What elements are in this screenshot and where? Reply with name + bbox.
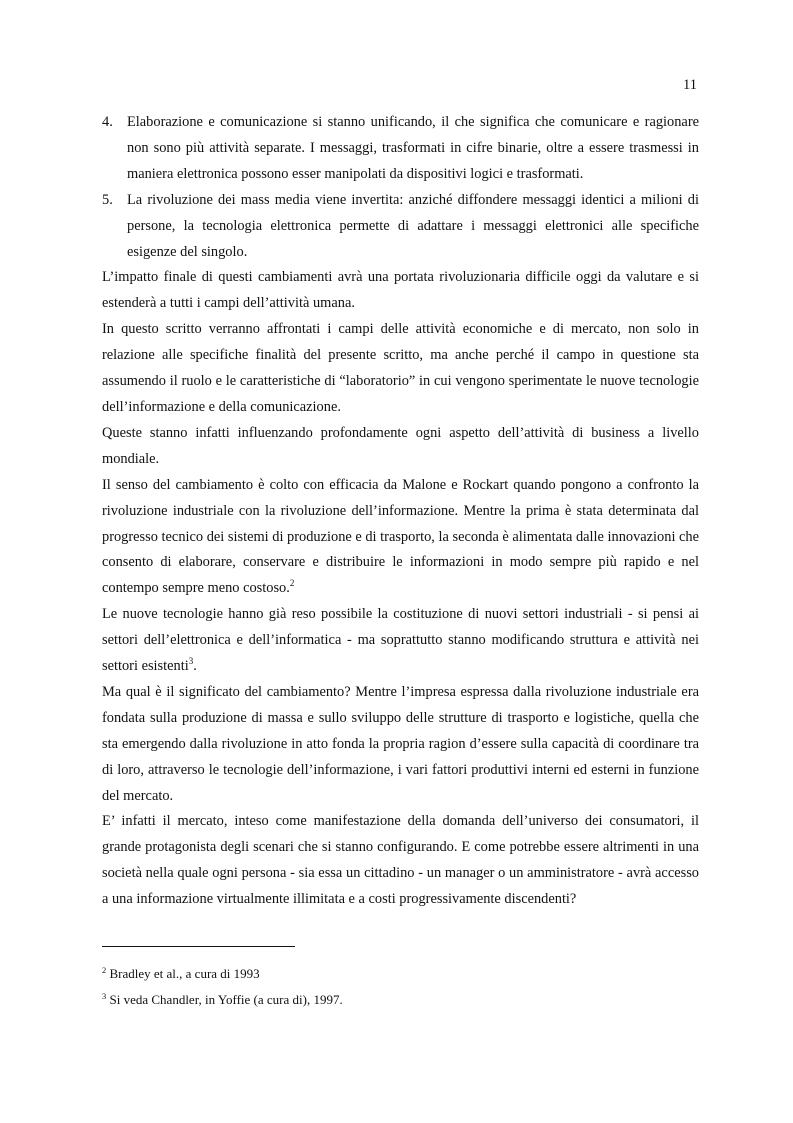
footnote-reference: 2 bbox=[289, 578, 295, 589]
footnote bbox=[102, 961, 699, 987]
paragraph-text-end: . bbox=[193, 658, 197, 675]
paragraph: E’ infatti il mercato, inteso come manifestazione della domanda dell’universo dei consumatori, il grande protagonista degli scenari che si stanno configurando. E come potrebbe essere altrimenti in una società nella quale ogni persona - sia essa un cittadino - un manager o un amministratore - avrà accesso a una informazione virtualmente illimitata e a costi progressivamente discendenti? bbox=[102, 813, 699, 908]
footnote-reference: 3 bbox=[188, 656, 194, 667]
paragraph-text: Le nuove tecnologie hanno già reso possibile la costituzione di nuovi settori industriali - si pensi ai settori dell’elettronica e dell’informatica - ma soprattutto stanno modificando struttura e attività nei settori esistenti bbox=[102, 606, 699, 675]
paragraph: Ma qual è il significato del cambiamento? Mentre l’impresa espressa dalla rivoluzione industriale era fondata sulla produzione di massa e sullo sviluppo delle strutture di trasporto e logistiche, quella che sta emergendo dalla rivoluzione in atto fonda la propria ragion d’essere sulla capacità di coordinare tra di loro, attraverso le tecnologie dell’informazione, i vari fattori produttivi interni ed esterni in funzione del mercato. bbox=[102, 683, 699, 804]
footnotes bbox=[102, 961, 699, 1012]
footnote-marker: 2 bbox=[102, 965, 107, 975]
body-text bbox=[102, 110, 699, 913]
list-number: 5. bbox=[102, 191, 113, 208]
footnote-text: Bradley et al., a cura di 1993 bbox=[109, 966, 260, 981]
footnote-separator bbox=[102, 946, 295, 947]
page-number: 11 bbox=[683, 77, 697, 93]
paragraph: L’impatto finale di questi cambiamenti avrà una portata rivoluzionaria difficile oggi da valutare e si estenderà a tutti i campi dell’attività umana. bbox=[102, 269, 699, 312]
list-item bbox=[102, 188, 699, 266]
list-item bbox=[102, 110, 699, 188]
list-item-text: La rivoluzione dei mass media viene invertita: anziché diffondere messaggi identici a milioni di persone, la tecnologia elettronica permette di adattare i messaggi elettronici alle specifiche esigenze del singolo. bbox=[127, 191, 699, 260]
paragraph: In questo scritto verranno affrontati i campi delle attività economiche e di mercato, non solo in relazione alle specifiche finalità del presente scritto, ma anche perché il campo in questione sta assumendo il ruolo e le caratteristiche di “laboratorio” in cui vengono sperimentate le nuove tecnologie dell’informazione e della comunicazione. bbox=[102, 321, 699, 415]
paragraph: Queste stanno infatti influenzando profondamente ogni aspetto dell’attività di business a livello mondiale. bbox=[102, 424, 699, 467]
footnote bbox=[102, 987, 699, 1013]
list-item-text: Elaborazione e comunicazione si stanno unificando, il che significa che comunicare e ragionare non sono più attività separate. I messaggi, trasformati in cifre binarie, oltre a essere trasmessi in maniera elettronica possono esser manipolati da dispositivi logici e trasformati. bbox=[127, 114, 699, 182]
paragraph bbox=[102, 473, 699, 603]
paragraph-text: Il senso del cambiamento è colto con efficacia da Malone e Rockart quando pongono a confronto la rivoluzione industriale con la rivoluzione dell’informazione. Mentre la prima è stata determinata dal progresso tecnico dei sistemi di produzione e di trasporto, la seconda è alimentata dalle innovazioni che consento di elaborare, conservare e distribuire le informazioni in modo sempre più rapido e nel contempo sempre meno costoso. bbox=[102, 476, 700, 597]
list-number: 4. bbox=[102, 114, 113, 130]
paragraph bbox=[102, 602, 699, 680]
footnote-text: Si veda Chandler, in Yoffie (a cura di), 1997. bbox=[109, 991, 343, 1007]
footnote-marker: 3 bbox=[102, 990, 107, 1001]
